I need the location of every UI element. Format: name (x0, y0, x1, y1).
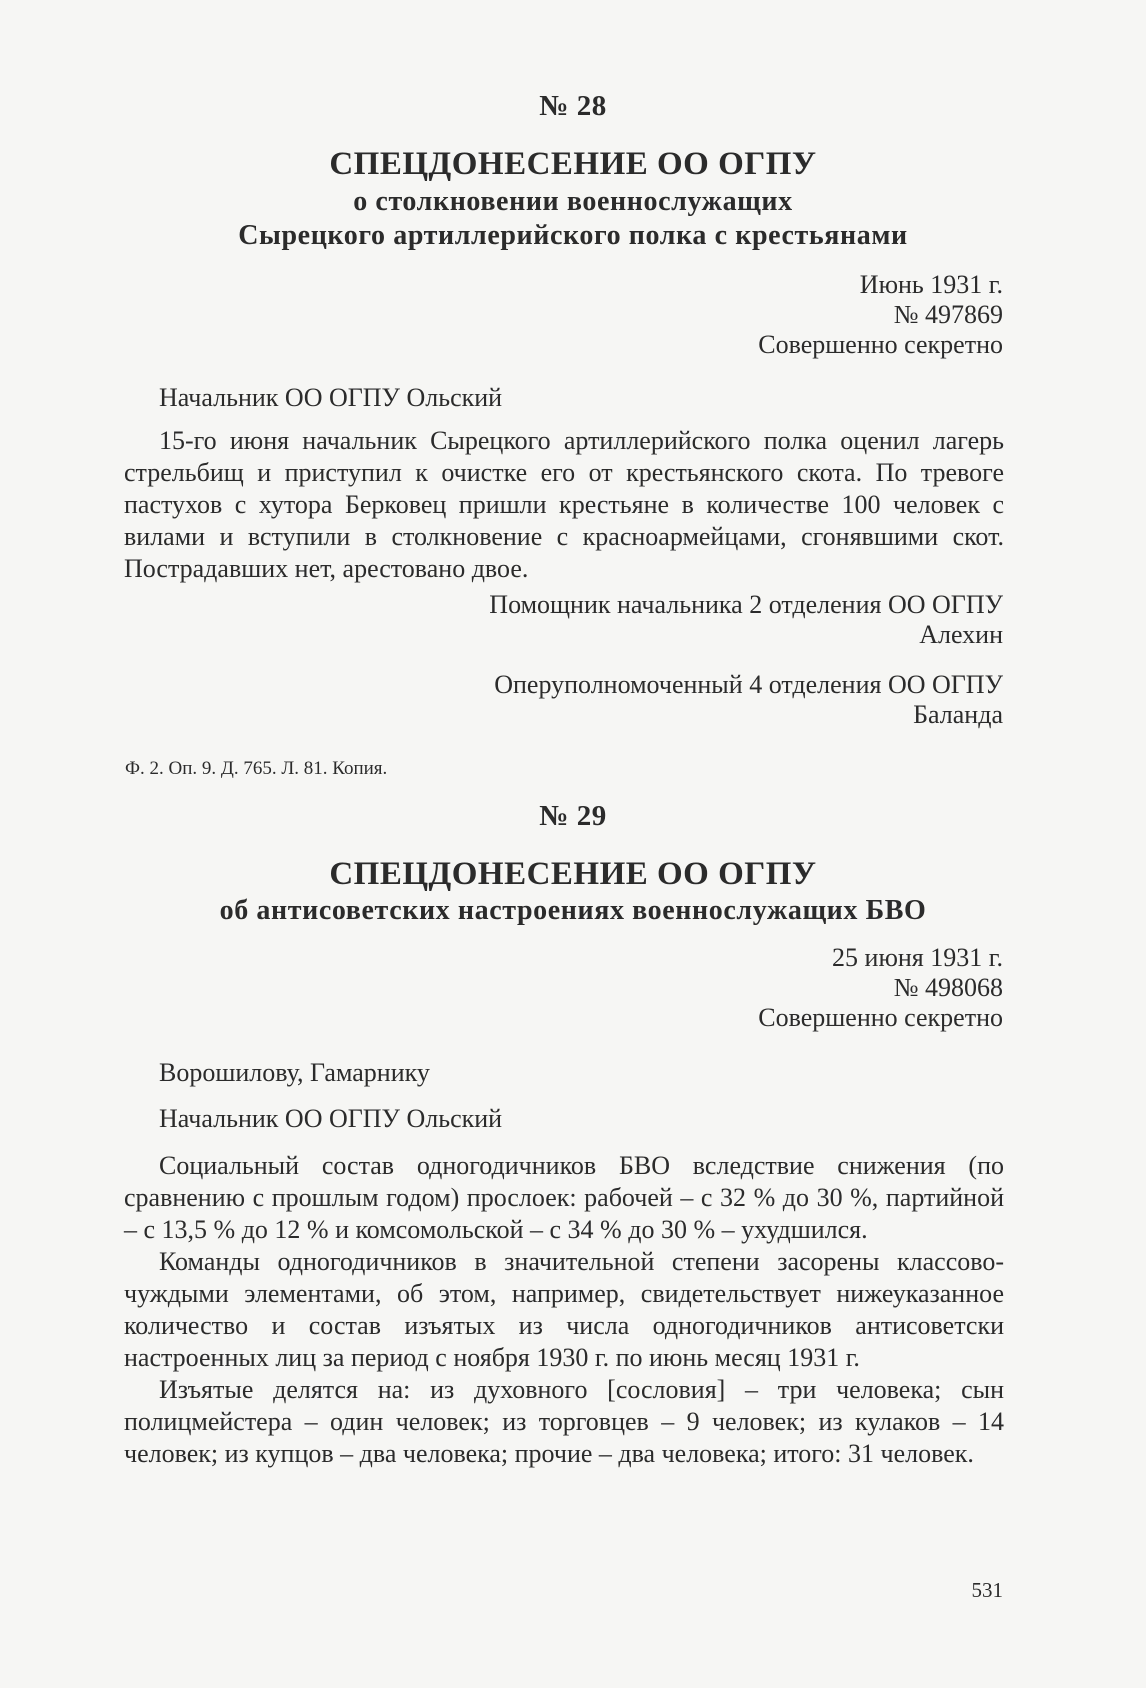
doc28-signatory-2-name: Баланда (913, 700, 1003, 729)
doc28-archive-source: Ф. 2. Оп. 9. Д. 765. Л. 81. Копия. (125, 758, 388, 779)
doc29-paragraph-3: Изъятые делятся на: из духовного [сословия] – три человека; сын полицмейстера – один человек; из торговцев – 9 человек; из кулаков – 14 человек; из купцов – два человека; прочие – два человека; итого: 31 человек. (124, 1375, 1004, 1468)
doc29-secrecy-stamp: Совершенно секретно (758, 1003, 1003, 1032)
page-number: 531 (971, 1578, 1003, 1602)
doc29-paragraph-2: Команды одногодичников в значительной степени засорены классово-чуждыми элементами, об этом, например, свидетельствует нижеуказанное количество и состав изъятых из числа одногодичников антисоветски настроенных лиц за период с ноября 1930 г. по июнь месяц 1931 г. (124, 1247, 1004, 1372)
doc29-paragraph-1: Социальный состав одногодичников БВО вследствие снижения (по сравнению с прошлым годом) прослоек: рабочей – с 32 % до 30 %, партийной – с 13,5 % до 12 % и комсомольской – с 34 % до 30 % – ухудшился. (124, 1151, 1004, 1244)
doc28-paragraph: 15-го июня начальник Сырецкого артиллерийского полка оценил лагерь стрельбищ и приступил к очистке его от крестьянского скота. По тревоге пастухов с хутора Берковец пришли крестьяне в количестве 100 человек с вилами и вступили в столкновение с красноармейцами, сгонявшими скот. Пострадавших нет, арестовано двое. (124, 426, 1004, 583)
doc28-secrecy-stamp: Совершенно секретно (758, 330, 1003, 359)
doc29-number: № 29 (539, 800, 607, 832)
doc29-body (124, 1150, 1004, 1470)
doc28-signatory-1-title: Помощник начальника 2 отделения ОО ОГПУ (489, 590, 1003, 619)
doc28-addressee: Начальник ОО ОГПУ Ольский (159, 383, 503, 412)
doc28-signatory-1-name: Алехин (919, 620, 1003, 649)
doc28-body (124, 425, 1004, 585)
doc28-title: СПЕЦДОНЕСЕНИЕ ОО ОГПУ (329, 146, 817, 182)
doc29-subtitle: об антисоветских настроениях военнослужащих БВО (219, 895, 927, 926)
doc29-title: СПЕЦДОНЕСЕНИЕ ОО ОГПУ (329, 856, 817, 892)
doc28-date: Июнь 1931 г. (859, 270, 1003, 299)
doc29-date: 25 июня 1931 г. (832, 943, 1003, 972)
doc29-recipients: Ворошилову, Гамарнику (159, 1058, 430, 1087)
doc28-subtitle-line-1: о столкновении военнослужащих (353, 186, 793, 217)
doc28-reg-number: № 497869 (893, 300, 1003, 329)
doc28-subtitle-line-2: Сырецкого артиллерийского полка с крестьянами (238, 220, 908, 251)
doc29-reg-number: № 498068 (893, 973, 1003, 1002)
doc29-addressee: Начальник ОО ОГПУ Ольский (159, 1104, 503, 1133)
doc28-signatory-2-title: Оперуполномоченный 4 отделения ОО ОГПУ (494, 670, 1003, 699)
doc28-number: № 28 (539, 90, 607, 122)
